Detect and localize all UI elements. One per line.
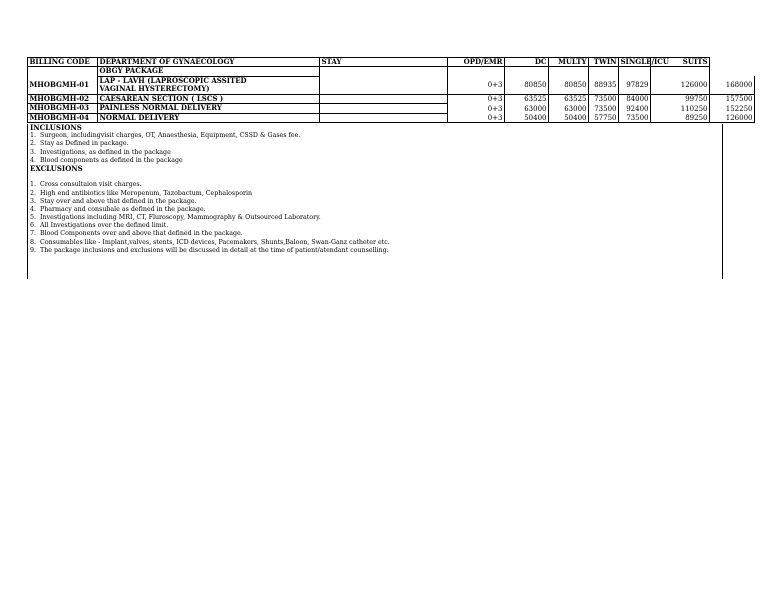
- package-name: NORMAL DELIVERY: [98, 113, 320, 122]
- multy-value: 73500: [589, 94, 619, 103]
- dc-value: 63000: [549, 104, 589, 113]
- dc-value: 50400: [549, 113, 589, 122]
- list-item: 8. Consumables like - Implant,valves, stents, ICD devices, Pacemakers, Shunts,Baloon, Swan-Ganz catheter etc.: [30, 238, 390, 246]
- list-item: 1. Surgeon, includingvisit charges, OT, Anaesthesia, Equipment, CSSD & Gases fee.: [30, 132, 301, 140]
- list-item: 4. Blood components as defined in the package: [30, 156, 183, 164]
- package-price-table: [27, 57, 755, 123]
- opd-emr-value: 63000: [505, 104, 549, 113]
- list-item: 1. Cross consultaion visit charges.: [30, 181, 142, 189]
- list-item: 6. All Investigations over the defined limit.: [30, 222, 169, 230]
- suits-value: 157500: [710, 94, 755, 103]
- single-icu-value: 99750: [651, 94, 710, 103]
- twin-value: 84000: [619, 94, 651, 103]
- list-item: 2. High end antibiotics like Meropenum, Tazobactum, Cephalosporin: [30, 189, 253, 197]
- opd-emr-value: 80850: [505, 76, 549, 94]
- col-multy: MULTY: [549, 58, 589, 67]
- twin-value: 92400: [619, 104, 651, 113]
- dc-value: 80850: [549, 76, 589, 94]
- stay-value: 0+3: [448, 104, 505, 113]
- col-stay: STAY: [320, 58, 448, 67]
- multy-value: 73500: [589, 104, 619, 113]
- package-name: CAESAREAN SECTION ( LSCS ): [98, 94, 320, 103]
- price-table-sheet: [27, 57, 753, 123]
- list-item: 5. Investigations including MRI, CT, Fluroscopy, Mammography & Outsourced Laboratory.: [30, 214, 321, 222]
- multy-value: 88935: [589, 76, 619, 94]
- single-icu-value: 110250: [651, 104, 710, 113]
- twin-value: 97829: [619, 76, 651, 94]
- stay-value: 0+3: [448, 76, 505, 94]
- twin-value: 73500: [619, 113, 651, 122]
- billing-code: MHOBGMH-02: [28, 94, 98, 103]
- package-name: LAP - LAVH (LAPROSCOPIC ASSITED: [98, 76, 320, 85]
- suits-value: 168000: [710, 76, 755, 94]
- single-icu-value: 126000: [651, 76, 710, 94]
- table-row: [28, 113, 755, 122]
- list-item: 3. Stay over and above that defined in the package.: [30, 197, 197, 205]
- list-item: 2. Stay as Defined in package.: [30, 140, 129, 148]
- stay-value: 0+3: [448, 94, 505, 103]
- stay-value: 0+3: [448, 113, 505, 122]
- exclusions-title: EXCLUSIONS: [30, 163, 83, 173]
- multy-value: 57750: [589, 113, 619, 122]
- billing-code: MHOBGMH-01: [28, 76, 98, 94]
- exclusions-list: [28, 181, 722, 255]
- opd-emr-value: 63525: [505, 94, 549, 103]
- col-department: DEPARTMENT OF GYNAECOLOGY: [98, 58, 320, 67]
- col-twin: TWIN: [589, 58, 619, 67]
- billing-code: MHOBGMH-04: [28, 113, 98, 122]
- col-single-icu: SINGLE/ICU: [620, 57, 669, 66]
- list-item: 3. Investigations, as defined in the package: [30, 148, 171, 156]
- col-opd-emr: OPD/EMR: [448, 58, 505, 67]
- suits-value: 126000: [710, 113, 755, 122]
- single-icu-value: 89250: [651, 113, 710, 122]
- dc-value: 63525: [549, 94, 589, 103]
- package-label-row: [28, 67, 755, 76]
- list-item: 9. The package inclusions and exclusions will be discussed in detail at the time of patient/atendant counselling.: [30, 246, 389, 254]
- table-row: [28, 104, 755, 113]
- package-label: OBGY PACKAGE: [98, 67, 320, 76]
- list-item: 4. Pharmacy and consubale as defined in the package.: [30, 205, 206, 213]
- billing-code: MHOBGMH-03: [28, 104, 98, 113]
- inclusions-list: [28, 132, 722, 165]
- package-name-line2: VAGINAL HYSTERECTOMY): [98, 85, 320, 94]
- package-name: PAINLESS NORMAL DELIVERY: [98, 104, 320, 113]
- inclusions-title: INCLUSIONS: [30, 123, 82, 132]
- col-billing-code: BILLING CODE: [28, 58, 98, 67]
- col-dc: DC: [505, 58, 549, 67]
- col-suits: SUITS: [651, 58, 710, 67]
- notes-panel: [27, 124, 723, 279]
- opd-emr-value: 50400: [505, 113, 549, 122]
- suits-value: 152250: [710, 104, 755, 113]
- list-item: 7. Blood Components over and above that defined in the package.: [30, 230, 243, 238]
